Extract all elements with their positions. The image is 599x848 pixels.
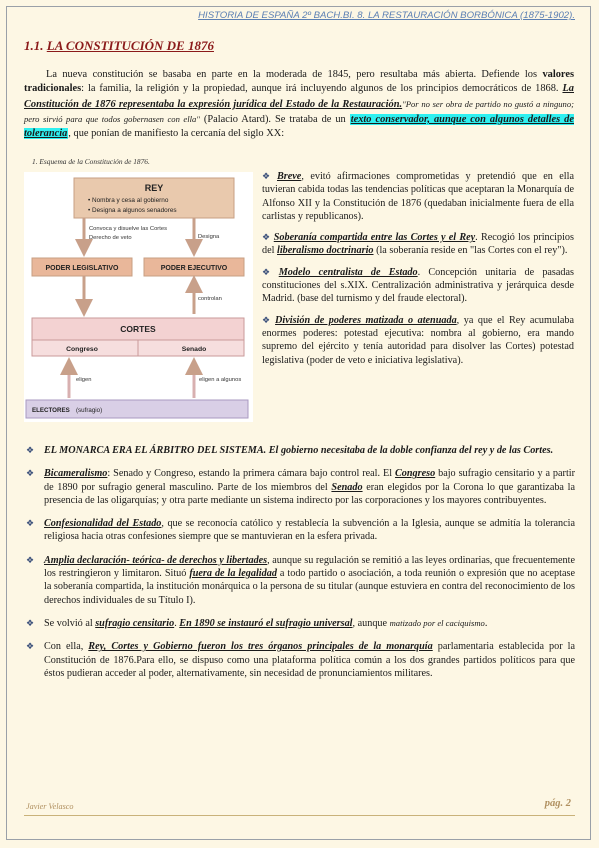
- footer-divider: [24, 815, 575, 816]
- rey-title: REY: [144, 183, 164, 193]
- congreso-label: Congreso: [66, 346, 98, 353]
- convoca-line-1: Convoca y disuelve las Cortes: [89, 226, 167, 232]
- header-title: HISTORIA DE ESPAÑA 2º BACH.BI. 8. LA RESTAURACIÓN BORBÓNICA (1875-1902).: [198, 10, 575, 21]
- intro-text-1: La nueva constitución se basaba en parte en la moderada de 1845, pero resultaba más abierta. Defiende los: [46, 69, 543, 80]
- footer-author: Javier Velasco: [26, 802, 74, 811]
- bullet-icon: ❖: [262, 171, 274, 181]
- intro-paragraph: [24, 68, 574, 141]
- bullet-icon: ❖: [26, 641, 35, 652]
- bullet-icon: ❖: [26, 445, 35, 455]
- controlan-label: controlan: [198, 296, 222, 302]
- bullet-icon: ❖: [26, 468, 35, 479]
- section-number: 1.1.: [24, 38, 44, 53]
- page-number: pág. 2: [544, 798, 571, 809]
- intro-key-sentence: La Constitución de 1876 representaba la expresión jurídica del Estado de la Restauración.: [24, 83, 574, 110]
- intro-text-4: , que ponían de manifiesto la cercanía del siglo XX:: [68, 128, 285, 140]
- list-item: ❖ Bicameralismo: Senado y Congreso, estando la primera cámara bajo control real. El Congreso bajo sufragio censitario y a partir de 1890 por sufragio general masculino. Parte de los miembros del Senado eran elegidos por la Corona lo que garantizaba la presencia de las oligarquías; y otra parte mediante un sistema indirecto por las corporaciones y los mayores contribuyentes.: [26, 468, 575, 506]
- bullet-icon: ❖: [26, 518, 35, 529]
- point-soberania: ❖ Soberanía compartida entre las Cortes y el Rey. Recogió los principios del liberalismo doctrinario (la soberanía reside en "las Cortes con el rey").: [262, 232, 574, 257]
- convoca-line-2: Derecho de veto: [89, 235, 132, 241]
- list-item: ❖ Con ella, Rey, Cortes y Gobierno fueron los tres órganos principales de la monarquía parlamentaria establecida por la Constitución de 1876.Para ello, se dispuso como una plataforma política común a los dos grandes partidos políticos para que éstos pudieran acceder al poder, alternativamente, sin necesidad de pronunciamientos militares.: [26, 641, 576, 679]
- point-centralista: ❖ Modelo centralista de Estado. Concepción unitaria de pasadas constituciones del s.XIX. Centralización administrativa y jerárquica desde Madrid. (base del turnismo y del fraude electoral).: [262, 266, 575, 305]
- poder-ejecutivo-label: PODER EJECUTIVO: [160, 265, 228, 272]
- electores-label: ELECTORES: [32, 407, 70, 414]
- intro-quote: "Por no ser obra de partido no gustó a ninguno; pero sirvió para que todos gobernasen con ella": [24, 98, 574, 124]
- intro-text-3: (Palacio Atard). Se trataba de un: [199, 113, 350, 125]
- bullet-icon: ❖: [26, 554, 35, 565]
- list-item: ❖ Confesionalidad del Estado, que se reconocía católico y restablecía la subvención a la Iglesia, aunque se admitía la tolerancia religiosa hacia otras confesiones siempre que se mantuvieran en la esfera privada.: [26, 518, 575, 543]
- list-item: ❖ Amplia declaración- teórica- de derechos y libertades, aunque su regulación se remitió a las leyes ordinarias, que frecuentemente los restringieron y limitaron. Situó fuera de la legalidad a todo partido o asociación, a toda reunión o expresión que no aceptase la soberanía compartida, la institución monárquica o la persona de su titular (aunque estuviera en contra del reconocimiento de los derechos individuales de su Título I).: [26, 554, 575, 606]
- cortes-label: CORTES: [120, 324, 156, 334]
- bullet-icon: ❖: [262, 314, 273, 325]
- section-title: [24, 38, 214, 54]
- point-division: ❖ División de poderes matizada o atenuada, ya que el Rey acumulaba enormes poderes: potestad ejecutiva: nombra al gobierno, era mando supremo del ejército y tenía autoridad para disolver las Cortes) potestad legislativa (poder de veto e iniciativa legislativa).: [262, 314, 574, 366]
- sufragio-label: (sufragio): [76, 407, 103, 414]
- section-title-text: LA CONSTITUCIÓN DE 1876: [46, 38, 214, 53]
- constitution-diagram: [24, 172, 253, 422]
- eligen-algunos-label: eligen a algunos: [199, 377, 242, 383]
- designa-label: Designa: [198, 234, 220, 240]
- list-item: ❖ Se volvió al sufragio censitario. En 1890 se instauró el sufragio universal, aunque matizado por el caciquismo.: [26, 617, 488, 629]
- rey-line-1: • Nombra y cesa al gobierno: [88, 197, 169, 204]
- bullet-icon: ❖: [26, 617, 35, 628]
- intro-bold-values: valores tradicionales: [24, 69, 574, 95]
- bullet-icon: ❖: [262, 232, 271, 243]
- eligen-label: eligen: [76, 377, 92, 383]
- figure-caption: 1. Esquema de la Constitución de 1876.: [32, 157, 150, 166]
- poder-legislativo-label: PODER LEGISLATIVO: [45, 265, 119, 272]
- intro-text-2: : la familia, la religión y la propiedad, aunque irá incluyendo algunos de los principios democráticos de 1868.: [81, 83, 563, 95]
- rey-line-2: • Designa a algunos senadores: [88, 207, 177, 214]
- bullet-list: [26, 444, 576, 690]
- list-item: ❖ EL MONARCA ERA EL ÁRBITRO DEL SISTEMA. El gobierno necesitaba de la doble confianza del rey y de las Cortes.: [26, 445, 554, 456]
- intro-highlight: texto conservador, aunque con algunos detalles de tolerancia: [24, 113, 574, 140]
- bullet-icon: ❖: [262, 266, 276, 277]
- right-column: [262, 170, 574, 375]
- point-breve: ❖ Breve, evitó afirmaciones comprometidas y pretendió que en ella tuvieran cabida todas las tendencias políticas que aceptaran la Monarquía de Alfonso XII y la Constitución de 1876 (quedaban inicialmente fuera de ella carlistas y republicanos).: [262, 171, 574, 222]
- senado-label: Senado: [181, 346, 207, 353]
